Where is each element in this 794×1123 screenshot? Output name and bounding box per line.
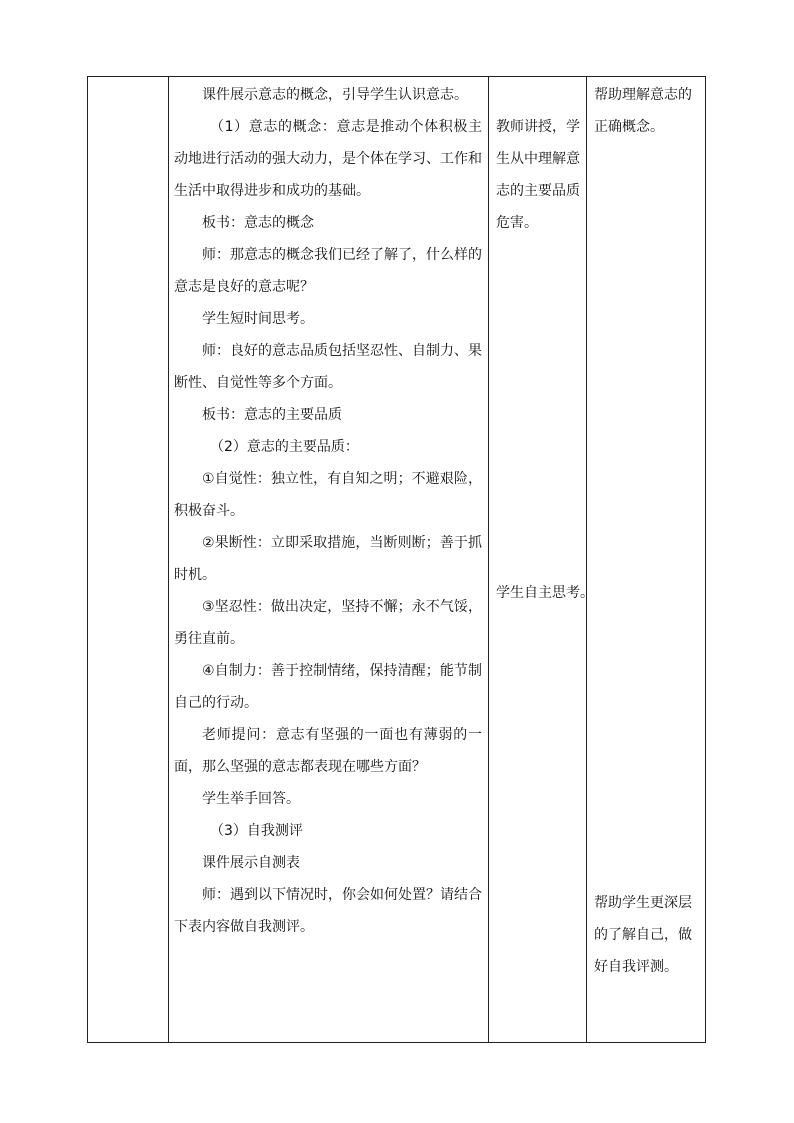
content-paragraph: （2）意志的主要品质： bbox=[210, 439, 359, 455]
column-divider bbox=[488, 77, 489, 1042]
design-purpose-column bbox=[588, 77, 706, 975]
content-paragraph: ①自觉性：独立性，有自知之明；不避艰险，积极奋斗。 bbox=[174, 471, 482, 519]
teacher-student-activity-column bbox=[490, 77, 594, 601]
activity-text: 教师讲授，学生从中理解意志的主要品质危害。 bbox=[496, 119, 580, 231]
content-paragraph: ③坚忍性：做出决定，坚持不懈；永不气馁，勇往直前。 bbox=[174, 599, 482, 647]
content-paragraph: 学生举手回答。 bbox=[202, 791, 300, 807]
lesson-plan-table bbox=[87, 76, 706, 1043]
activity-text: 学生自主思考。 bbox=[496, 585, 594, 601]
content-paragraph: 师：良好的意志品质包括坚忍性、自制力、果断性、自觉性等多个方面。 bbox=[174, 343, 482, 391]
content-paragraph: 板书：意志的主要品质 bbox=[202, 407, 342, 423]
purpose-text: 帮助理解意志的正确概念。 bbox=[594, 87, 692, 135]
content-paragraph: 板书：意志的概念 bbox=[202, 215, 314, 231]
content-paragraph: ②果断性：立即采取措施，当断则断；善于抓时机。 bbox=[174, 535, 482, 583]
content-paragraph: 课件展示意志的概念，引导学生认识意志。 bbox=[202, 87, 468, 103]
content-paragraph: （3）自我测评 bbox=[210, 823, 303, 839]
content-paragraph: （1）意志的概念：意志是推动个体积极主动地进行活动的强大动力，是个体在学习、工作和生活中取得进步和成功的基础。 bbox=[174, 119, 482, 199]
teaching-content-column bbox=[168, 77, 488, 943]
content-paragraph: ④自制力：善于控制情绪，保持清醒；能节制自己的行动。 bbox=[174, 663, 482, 711]
purpose-text: 帮助学生更深层的了解自己，做好自我评测。 bbox=[594, 895, 692, 975]
content-paragraph: 学生短时间思考。 bbox=[202, 311, 314, 327]
content-paragraph: 老师提问：意志有坚强的一面也有薄弱的一面，那么坚强的意志都表现在哪些方面？ bbox=[174, 727, 482, 775]
content-paragraph: 课件展示自测表 bbox=[202, 855, 300, 871]
column-divider bbox=[586, 77, 587, 1042]
content-paragraph: 师：那意志的概念我们已经了解了，什么样的意志是良好的意志呢？ bbox=[174, 247, 482, 295]
content-paragraph: 师：遇到以下情况时，你会如何处置？请结合下表内容做自我测评。 bbox=[174, 887, 482, 935]
